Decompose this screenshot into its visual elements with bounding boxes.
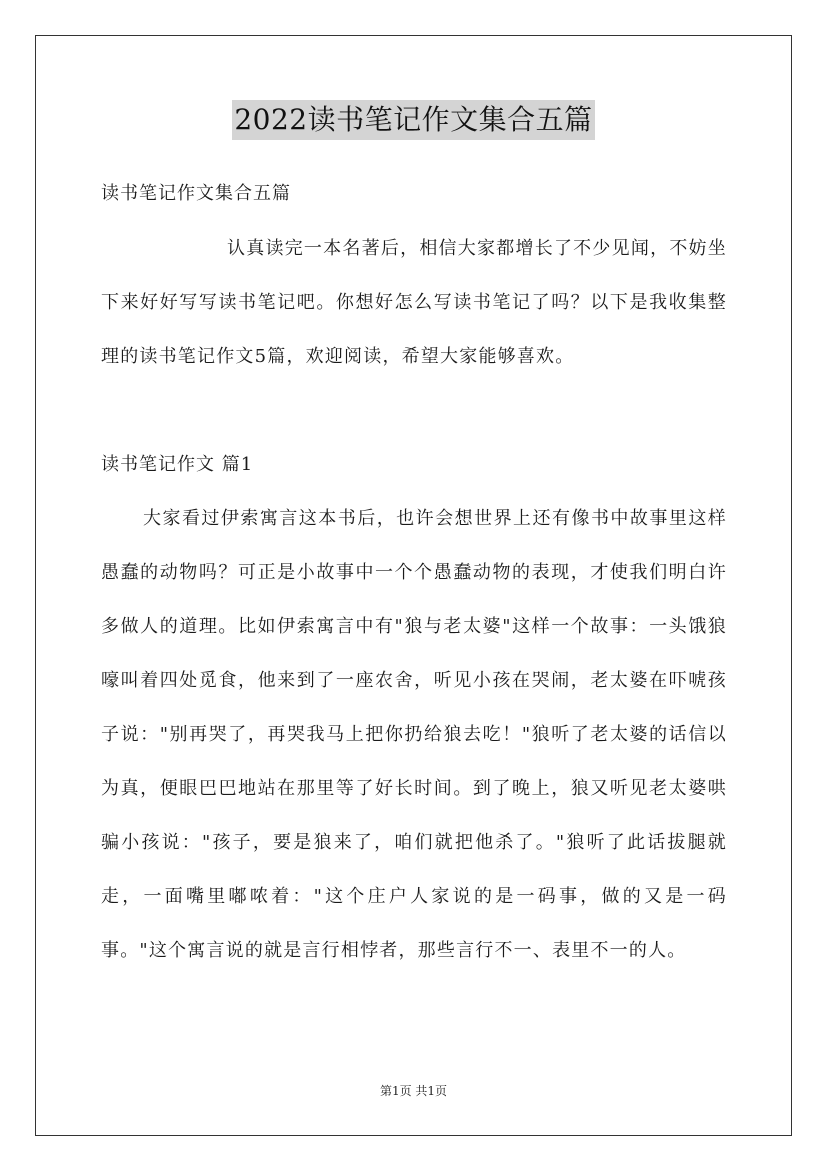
section-body: 大家看过伊索寓言这本书后，也许会想世界上还有像书中故事里这样愚蠢的动物吗？可正是小故事中一个个愚蠢动物的表现，才使我们明白许多做人的道理。比如伊索寓言中有"狼与老太婆"这样一个故事：一头饿狼嚎叫着四处觅食，他来到了一座农舍，听见小孩在哭闹，老太婆在吓唬孩子说："别再哭了，再哭我马上把你扔给狼去吃！"狼听了老太婆的话信以为真，便眼巴巴地站在那里等了好长时间。到了晚上，狼又听见老太婆哄骗小孩说："孩子，要是狼来了，咱们就把他杀了。"狼听了此话拔腿就走，一面嘴里嘟哝着："这个庄户人家说的是一码事，做的又是一码事。"这个寓言说的就是言行相悖者，那些言行不一、表里不一的人。 <box>101 508 727 961</box>
title-container <box>0 100 827 140</box>
intro-paragraph: 认真读完一本名著后，相信大家都增长了不少见闻，不妨坐下来好好写写读书笔记吧。你想好怎么写读书笔记了吗？以下是我收集整理的读书笔记作文5篇，欢迎阅读，希望大家能够喜欢。 <box>101 238 727 367</box>
section-heading: 读书笔记作文 篇1 <box>101 454 254 475</box>
page-footer: 第1页 共1页 <box>379 1084 448 1098</box>
document-title: 2022读书笔记作文集合五篇 <box>232 100 594 140</box>
document-subtitle: 读书笔记作文集合五篇 <box>101 183 291 204</box>
